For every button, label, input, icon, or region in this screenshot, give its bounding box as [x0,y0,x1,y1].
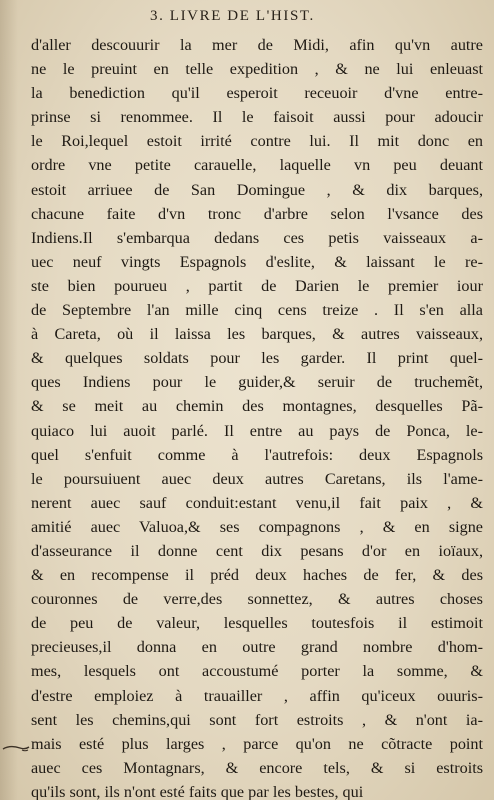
text-line: chacune faite d'vn tronc d'arbre selon l'vsance des [31,204,483,223]
text-line: prinse si renommee. Il le faisoit aussi pour adoucir [31,108,483,127]
body-text [31,33,483,800]
text-line: de peu de valeur, lesquelles toutesfois il estimoit [31,614,483,633]
text-line: le Roi,lequel estoit irrité contre lui. Il mit donc en [31,132,483,151]
text-line: & quelques soldats pour les garder. Il print quel- [31,349,483,368]
text-line: auec ces Montagnars, & encore tels, & si estroits [31,758,483,777]
text-line: ste bien pourueu , partit de Darien le premier iour [31,276,483,295]
text-line: quel s'enfuit comme à l'autrefois: deux Espagnols [31,445,483,464]
text-line: la benediction qu'il esperoit receuoir d'vne entre- [31,84,483,103]
running-head: 3. LIVRE DE L'HIST. [150,8,315,24]
text-line: ne le preuint en telle expedition , & ne lui enleuast [31,60,483,79]
text-line: qu'ils sont, ils n'ont esté faits que par les bestes, qui [31,782,364,800]
text-line: ordre vne petite carauelle, laquelle vn peu deuant [31,156,483,175]
text-line: uec neuf vingts Espagnols d'eslite, & laissant le re- [31,252,483,271]
text-line: estoit arriuee de San Domingue , & dix barques, [31,180,483,199]
text-line: d'aller descouurir la mer de Midi, afin qu'vn autre [31,36,483,54]
text-line: precieuses,il donna en outre grand nombre d'hom- [31,638,483,657]
text-line: quiaco lui auoit parlé. Il entre au pays de Ponca, le- [31,421,483,440]
text-line: & en recompense il préd deux haches de fer, & des [31,566,483,585]
text-line: d'estre emploiez à trauailler , affin qu'iceux ouuris- [31,686,483,705]
text-line: ques Indiens pour le guider,& seruir de truchemẽt, [31,373,483,392]
text-line: Indiens.Il s'embarqua dedans ces petis vaisseaux a- [31,228,483,247]
text-line: à Careta, où il laissa les barques, & autres vaisseaux, [31,325,483,344]
manicule-mark-icon [2,741,30,755]
text-line: mais esté plus larges , parce qu'on ne cõtracte point [31,734,483,753]
text-line: sent les chemins,qui sont fort estroits , & n'ont ia- [31,710,483,729]
text-line: nerent auec sauf conduit:estant venu,il fait paix , & [31,493,483,512]
text-line: & se meit au chemin des montagnes, desquelles Pã- [31,397,483,416]
text-line: amitié auec Valuoa,& ses compagnons , & en signe [31,517,483,536]
text-line: couronnes de verre,des sonnettez, & autres choses [31,590,483,609]
text-line: mes, lesquels ont accoustumé porter la somme, & [31,662,483,681]
text-line: de Septembre l'an mille cinq cens treize . Il s'en alla [31,301,483,320]
text-line: d'asseurance il donne cent dix pesans d'or en ioïaux, [31,541,483,560]
text-line: le poursuiuent auec deux autres Caretans, ils l'ame- [31,469,483,488]
